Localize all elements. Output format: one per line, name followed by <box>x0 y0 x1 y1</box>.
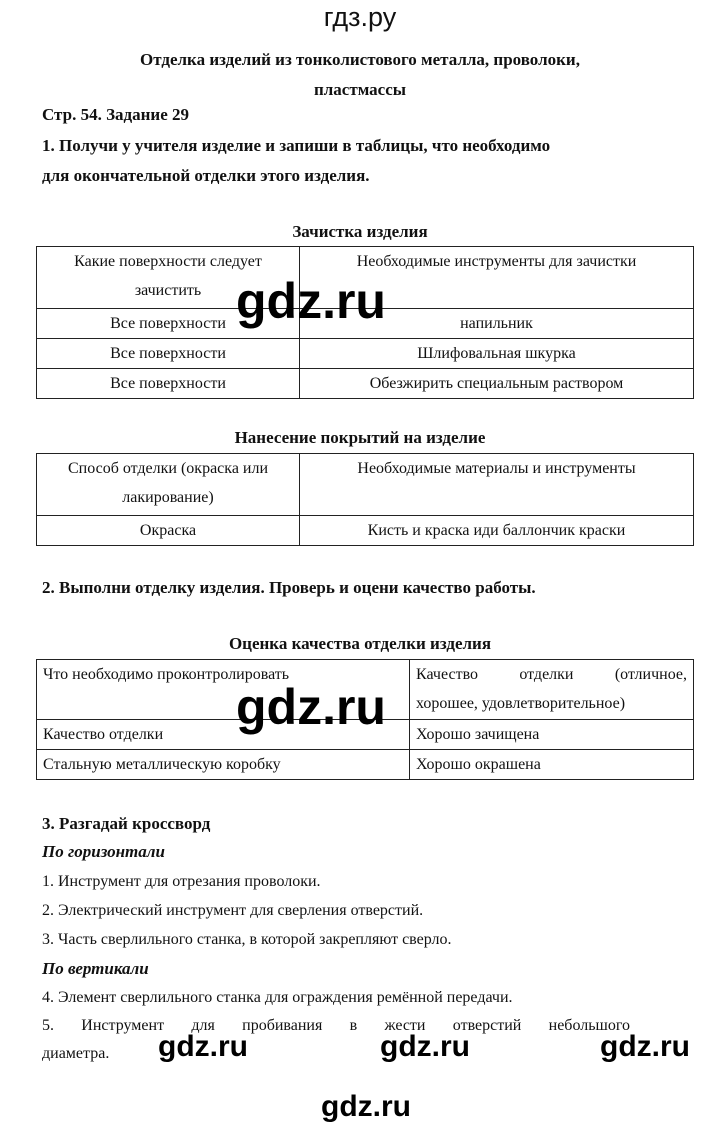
watermark: gdz.ru <box>236 273 386 329</box>
table-cell: Стальную металлическую коробку <box>37 750 410 780</box>
horizontal-label: По горизонтали <box>42 842 165 861</box>
table-row <box>37 516 694 546</box>
table3-caption: Оценка качества отделки изделия <box>228 634 492 653</box>
table-cell: Кисть и краска иди баллончик краски <box>300 516 694 546</box>
table2-caption: Нанесение покрытий на изделие <box>234 428 486 447</box>
page-title-line1: Отделка изделий из тонколистового металла, проволоки, <box>140 50 580 69</box>
table-cell: Все поверхности <box>37 369 300 399</box>
header-text: Способ отделки (окраска или <box>67 460 269 477</box>
table-header-cell: Необходимые материалы и инструменты <box>300 454 694 516</box>
table-row <box>37 750 694 780</box>
crossword-heading: 3. Разгадай кроссворд <box>42 814 211 833</box>
table-cell: Шлифовальная шкурка <box>300 339 694 369</box>
list-item: 1. Инструмент для отрезания проволоки. <box>42 873 321 890</box>
table-cell: Обезжирить специальным раствором <box>300 369 694 399</box>
table-cell: Хорошо зачищена <box>410 720 694 750</box>
task-heading: Стр. 54. Задание 29 <box>42 105 190 124</box>
table-header-row <box>37 454 694 516</box>
question-1-line2: для окончательной отделки этого изделия. <box>42 166 370 185</box>
table-header-cell <box>410 660 694 720</box>
watermark: gdz.ru <box>380 1030 470 1063</box>
header-text: зачистить <box>134 282 202 299</box>
table-header-cell: Необходимые инструменты для зачистки <box>300 247 694 309</box>
question-1-line1: 1. Получи у учителя изделие и запиши в таблицы, что необходимо <box>42 136 551 155</box>
question-2: 2. Выполни отделку изделия. Проверь и оцени качество работы. <box>42 578 536 597</box>
watermark: gdz.ru <box>236 679 386 735</box>
table-header-cell <box>37 454 300 516</box>
table-cell: Окраска <box>37 516 300 546</box>
vertical-label: По вертикали <box>42 959 149 978</box>
table-row <box>37 369 694 399</box>
site-header[interactable]: гдз.ру <box>323 2 397 32</box>
list-item: 5. Инструмент для пробивания в жести отверстий небольшого <box>42 1017 630 1034</box>
table1-caption: Зачистка изделия <box>292 222 428 241</box>
table-cell: Все поверхности <box>37 339 300 369</box>
table-cell: Качество отделки <box>37 720 410 750</box>
table-cell: Все поверхности <box>37 309 300 339</box>
table-row <box>37 339 694 369</box>
list-item: диаметра. <box>42 1045 110 1062</box>
header-text: лакирование) <box>122 489 214 506</box>
table-header-cell: Что необходимо проконтролировать <box>37 660 410 720</box>
coating-table <box>36 453 694 546</box>
header-text: Какие поверхности следует <box>74 253 262 270</box>
list-item: 4. Элемент сверлильного станка для ограждения ремённой передачи. <box>42 989 513 1006</box>
table-cell: Хорошо окрашена <box>410 750 694 780</box>
page-title-line2: пластмассы <box>313 80 407 99</box>
list-item: 2. Электрический инструмент для сверления отверстий. <box>42 902 424 919</box>
watermark: gdz.ru <box>321 1090 411 1123</box>
header-text: хорошее, удовлетворительное) <box>416 695 626 712</box>
table-cell: напильник <box>300 309 694 339</box>
watermark: gdz.ru <box>600 1030 690 1063</box>
header-text: Качество отделки (отличное, <box>416 666 687 683</box>
list-item: 3. Часть сверлильного станка, в которой закрепляют сверло. <box>42 931 452 948</box>
watermark: gdz.ru <box>158 1030 248 1063</box>
